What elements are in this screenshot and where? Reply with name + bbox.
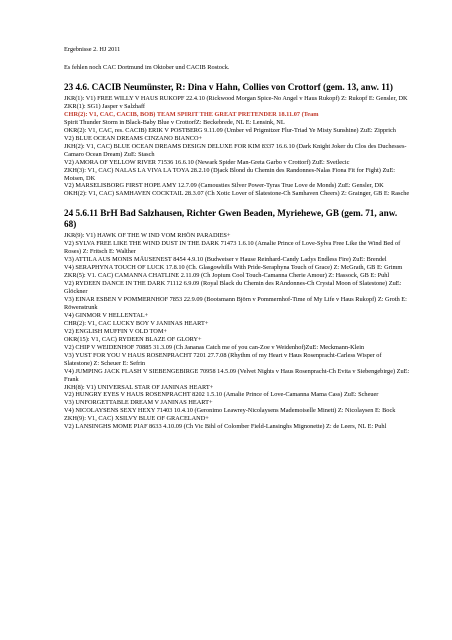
result-line: ZKR(1): SG1) Jasper v Salzhaff <box>64 102 146 110</box>
result-line: V2) AMORA OF YELLOW RIVER 71536 16.6.10 (Newark Spider Man-Greta Garbo v Crottorf) ZuE: Svetlecic <box>64 158 350 166</box>
result-line: OKR(15): V1, CAC) RYDEEN BLAZE OF GLORY+ <box>64 335 202 343</box>
result-line: ZKR(5): V1. CAC) CAMANNA CHATLINE 2.11.09 (Ch Jopium Cool Touch-Camanna Cherie Amour) Z: Hassock, GB E: Puhl <box>64 272 390 280</box>
highlighted-result-line: CHR(2): V1, CAC, CACIB, BOB) TEAM SPIRIT THE GREAT PRETENDER 18.11.07 (Team <box>64 110 319 118</box>
result-line: OKH(2): V1, CAC) SAMHAVEN COCKTAIL 28.3.07 (Ch Xotic Lover of Slatestone-Ch Samhaven Cheers) Z: Grainger, GB E: Rasche <box>64 190 410 198</box>
result-line: OKR(2): V1, CAC, res. CACIB) ERIK V POSTBERG 9.11.09 (Umber vd Prigmitzer Flur-Triad Ye Misty Sunshine) ZuE: Zipprich <box>64 126 396 134</box>
result-line: V2) HUNGRY EYES V HAUS ROSENPRACHT 8202 1.5.10 (Amalie Prince of Love-Camanna Mama Cass) ZuE: Scheuer <box>64 391 379 399</box>
result-line: V2) SYLVA FREE LIKE THE WIND DUST IN THE DARK 71473 1.6.10 (Amalie Prince of Love-Sylva Free Like the Wind Bed of Roses) Z: Fritsch E: Walther <box>64 240 401 256</box>
result-line: CHR(2): V1, CAC LUCKY BOY V JANINAS HEART+ <box>64 319 209 327</box>
section-body-neumuenster <box>64 95 410 198</box>
result-line: V4) NICOLAYSENS SEXY HEXY 71403 10.4.10 (Geronimo Leawrey-Nicolaysens Mademoiselle Minett) Z: Nicolaysen E: Bock <box>64 407 396 415</box>
result-line: JKR(9): V1) HAWK OF THE W IND VOM RHÖN PARADIES+ <box>64 232 231 240</box>
result-line: V4) SERAPHYNA TOUCH OF LUCK 17.8.10 (Ch. Glasgowhills With Pride-Seraphyna Touch of Grace) Z: McGrath, GB E: Grimm <box>64 264 403 272</box>
document-page <box>64 46 410 431</box>
result-line: JKH(2): V1, CAC) BLUE OCEAN DREAMS DESIGN DELUXE FOR KIM 8337 16.6.10 (Dark Knight Joker du Clos des Duchesses-Camaro Ocean Dream) ZuE: Stasch <box>64 142 407 158</box>
result-line: V4) JUMPING JACK FLASH V SIEBENGEBIRGE 70958 14.5.09 (Velvet Nights v Haus Rosenpracht-Ch Evita v Siebengebirge) ZuE: Frank <box>64 367 410 383</box>
result-line: V3) UNFORGETTABLE DREAM V JANINAS HEART+ <box>64 399 213 407</box>
section-heading-neumuenster: 23 4.6. CACIB Neumünster, R: Dina v Hahn, Collies von Crottorf (gem. 13, anw. 11) <box>64 82 393 92</box>
results-title: Ergebnisse 2. HJ 2011 <box>64 46 121 53</box>
spacer <box>64 54 410 64</box>
result-line: V2) RYDEEN DANCE IN THE DARK 71112 6.9.09 (Royal Black du Chemin des RAndonnes-Ch Crystal Moon of Slatestone) ZuE: Glöckner <box>64 280 402 296</box>
result-line: V2) LANSINGHS MOME PIAF 8633 4.10.09 (Ch Vic Bihl of Colomber Field-Lansinghs Mignonette) Z: de Leers, NL E: Puhl <box>64 423 387 431</box>
result-line: Spirit Thunder Storm in Black-Baby Blue v CrottorfZ: Beckebrede, NL E: Lensink, NL <box>64 118 285 126</box>
result-line: V2) MARSELISBORG FIRST HOPE AMY 12.7.09 (Camousties Silver Power-Tyras True Love de Monds) ZuE: Gensler, DK <box>64 182 384 190</box>
result-line: V4) GINMOR V HELLENTAL+ <box>64 311 149 319</box>
missing-shows-note: Es fehlen noch CAC Dortmund im Oktober und CACIB Rostock. <box>64 64 230 71</box>
result-line: JKH(8): V1) UNIVERSAL STAR OF JANINAS HEART+ <box>64 383 214 391</box>
result-line: ZKH(9): V1, CAC) XSILVY BLUE OF GRACELAND+ <box>64 415 209 423</box>
result-line: V3) YUST FOR YOU V HAUS ROSENPRACHT 7201 27.7.08 (Rhythm of my Heart v Haus Rosenpracht-Carless Wisper of Slatestone) Z: Scheuer E: Sefrin <box>64 351 382 367</box>
result-line: V2) BLUE OCEAN DREAMS CINZANO BIANCO+ <box>64 134 203 142</box>
result-line: V2) CHIP V WEIDENHOF 70885 31.3.09 (Ch Jananas Catch me of you can-Zoe v Weidenhof)ZuE: Meckmann-Klein <box>64 343 365 351</box>
section-heading-bad-salzhausen: 24 5.6.11 BrH Bad Salzhausen, Richter Gwen Beaden, Myriehewe, GB (gem. 71, anw. 68) <box>64 208 398 230</box>
result-line: JKR(1): V1) FREE WILLY V HAUS RUKOPF 22.4.10 (Rickwood Morgan Spice-No Angel v Haus Rukopf) Z: Rukopf E: Gensler, DK <box>64 95 408 102</box>
result-line: ZKH(3): V1, CAC) NALAS LA VIVA LA TOYA 28.2.10 (Djack Blond du Chemin des Randonnes-Nalas Fiona Fit for Fight) ZuE: Moisen, DK <box>64 166 396 182</box>
result-line: V2) ENGLISH MUFFIN V OLD TOM+ <box>64 327 167 335</box>
result-line: V3) EINAR ESBEN V POMMERNHOF 7853 22.9.09 (Bootsmann Björn v Pommernhof-Time of My Life v Haus Rukopf) Z: Groth E: Röwenstrunk <box>64 296 407 311</box>
result-line: V3) ATTILA AUS MONIS MÄUSENEST 8454 4.9.10 (Budweiser v Hause Reinhard-Candy Ladys Endless Fire) ZuE: Brendel <box>64 256 387 264</box>
section-body-bad-salzhausen <box>64 232 410 431</box>
